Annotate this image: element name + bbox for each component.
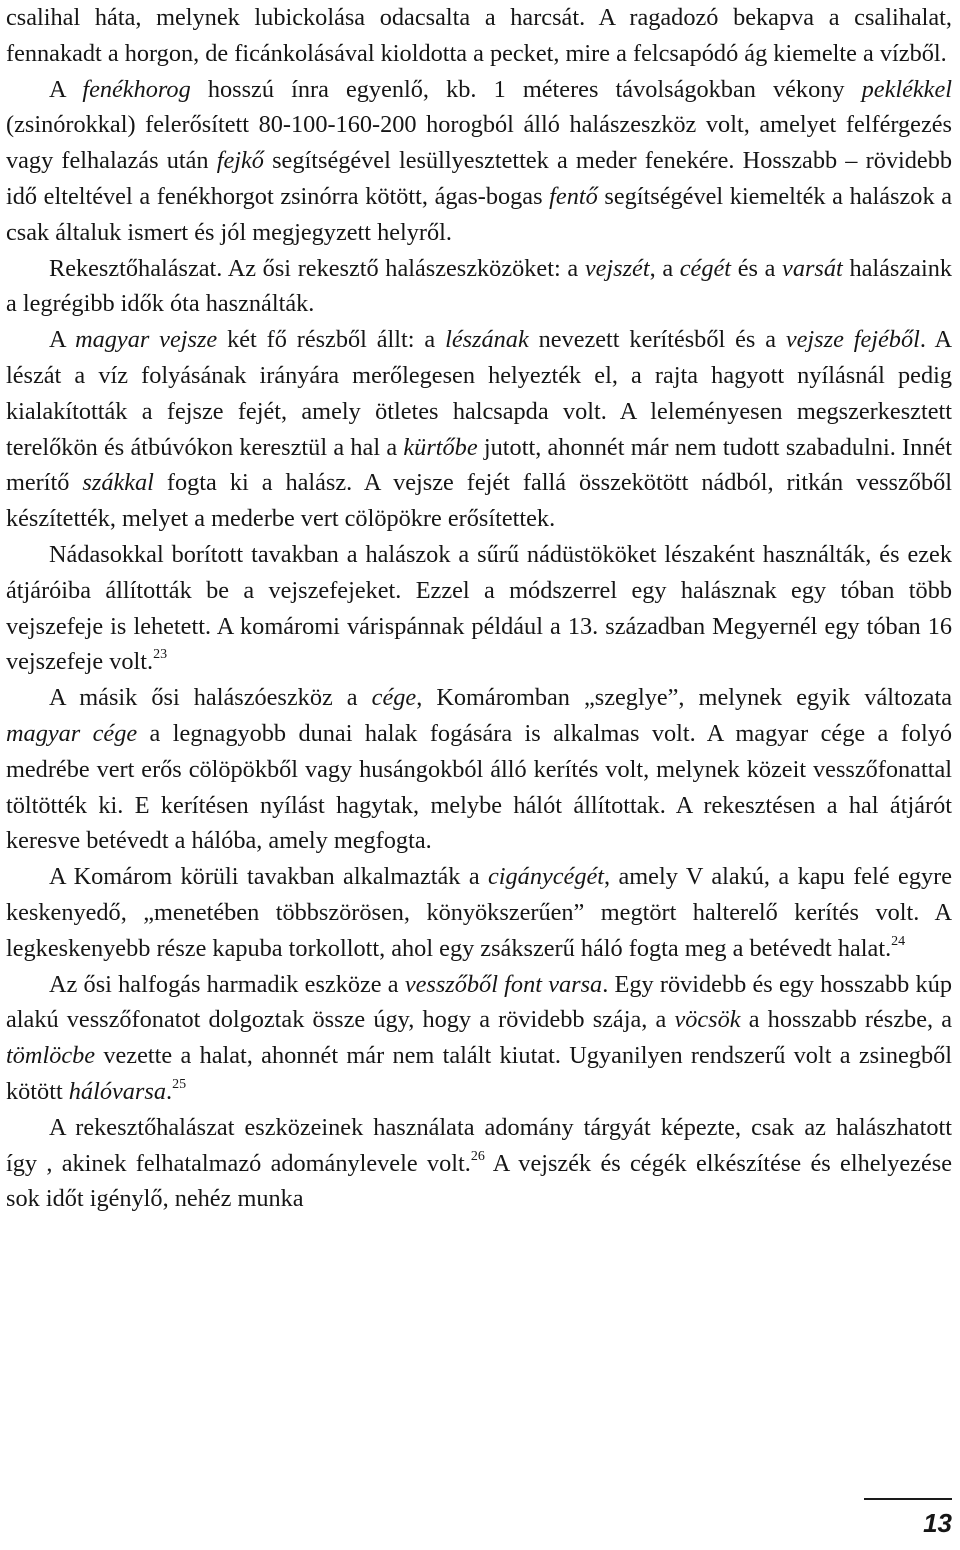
italic-term: cigánycégét <box>488 863 605 891</box>
italic-term: fentő <box>549 182 598 210</box>
italic-term: vejsze fejéből <box>785 326 920 354</box>
page-body <box>6 0 952 1217</box>
paragraph <box>6 0 952 72</box>
text-run: segítségével kiemelték a halászok a csak általuk ismert és jól megjegyzett helyről. <box>6 182 952 246</box>
text-run: jutott, ahonnét már nem tudott szabadulni. Innét merítő <box>6 433 952 497</box>
text-run: segítségével lesüllyesztettek a meder fenekére. Hosszabb – rövidebb idő elteltével a fenékhorgot zsinórra kötött, ágas-bogas <box>6 147 952 210</box>
italic-term: vesszőből font varsa <box>404 970 603 998</box>
italic-term: kürtőbe <box>403 433 478 461</box>
italic-term: varsát <box>782 254 843 282</box>
italic-term: lészának <box>445 326 529 354</box>
paragraph <box>6 1110 952 1217</box>
italic-term: tömlöcbe <box>6 1042 96 1070</box>
italic-term: magyar vejsze <box>75 326 218 354</box>
footnote-reference: 25 <box>172 1076 187 1092</box>
text-run: , Komáromban „szeglye”, melynek egyik változata <box>416 684 953 712</box>
italic-term: hálóvarsa <box>68 1077 166 1105</box>
footnote-reference: 24 <box>891 933 906 949</box>
text-run: Rekesztőhalászat. Az ősi rekesztő halászeszközöket: a <box>49 254 585 282</box>
text-run: A rekesztőhalászat eszközeinek használata adomány tárgyát képezte, csak az halászhatott így , akinek felhatalmazó adománylevele volt. <box>6 1113 952 1177</box>
text-run: . Egy rövidebb és egy hosszabb kúp alakú vesszőfonatot dolgoztak össze úgy, hogy a rövidebb szája, a <box>6 970 952 1034</box>
text-run: és a <box>731 254 783 282</box>
paragraph <box>6 251 952 323</box>
italic-term: vöcsök <box>674 1006 741 1034</box>
text-run: vezette a halat, ahonnét már nem talált kiutat. Ugyanilyen rendszerű volt a zsinegből kötött <box>6 1042 952 1105</box>
paragraph <box>6 967 952 1110</box>
paragraph <box>6 680 952 859</box>
text-run: halászaink a legrégibb idők óta használták. <box>6 254 952 318</box>
italic-term: magyar cége <box>6 719 138 747</box>
footnote-reference: 23 <box>153 647 168 663</box>
text-run: A <box>49 326 76 354</box>
footer-rule <box>864 1498 952 1500</box>
text-run: , amely V alakú, a kapu felé egyre keskenyedő, „menetében többszörösen, könyökszerűen” megtört halterelő kerítés volt. A legkeskenyebb része kapuba torkollott, ahol egy zsákszerű háló fogta meg a betévedt halat. <box>6 863 952 962</box>
text-run: . A lészát a víz folyásának irányára merőlegesen helyezték el, a rajta hagyott nyílásnál pedig kialakították a fejsze fejét, amely ötletes halcsapda volt. A leleményesen megszerkesztett terelőkön és átbúvókon keresztül a hal a <box>6 326 953 461</box>
paragraph <box>6 322 952 537</box>
text-run: nevezett kerítésből és a <box>528 326 786 354</box>
text-run: csalihal háta, melynek lubickolása odacsalta a harcsát. A ragadozó bekapva a csalihalat, fennakadt a horgon, de ficánkolásával kioldotta a pecket, mire a felcsapódó ág kiemelte a vízből. <box>6 4 952 67</box>
italic-term: peklékkel <box>861 75 952 103</box>
paragraph <box>6 72 952 251</box>
text-run: . <box>165 1077 173 1105</box>
text-run: fogta ki a halász. A vejsze fejét fallá összekötött nádból, ritkán vesszőből készítették, melyet a mederbe vert cölöpökre erősítettek. <box>6 469 952 533</box>
text-run: a hosszabb részbe, a <box>740 1006 953 1034</box>
italic-term: cégét <box>679 254 732 282</box>
page-number: 13 <box>923 1508 952 1538</box>
text-run: Nádasokkal borított tavakban a halászok a sűrű nádüstököket lészaként használták, és ezek átjáróiba állították be a vejszefejeket. Ezzel a módszerrel egy halásznak egy tóban több vejszefeje is lehetett. A komáromi várispánnak például a 13. században Megyernél egy tóban 16 vejszefeje volt. <box>6 540 952 676</box>
italic-term: cége <box>371 684 417 712</box>
text-run: hosszú ínra egyenlő, kb. 1 méteres távolságokban vékony <box>190 75 862 103</box>
italic-term: fenékhorog <box>82 75 191 103</box>
text-run: (zsinórokkal) felerősített 80-100-160-200 horogból álló halászeszköz volt, amelyet felférgezés vagy felhalazás után <box>6 111 952 175</box>
paragraph <box>6 537 952 680</box>
italic-term: vejszét <box>584 254 650 282</box>
italic-term: fejkő <box>216 147 264 175</box>
text-run: a legnagyobb dunai halak fogására is alkalmas volt. A magyar cége a folyó medrébe vert erős cölöpökből vagy husángokból álló kerítés volt, melynek közeit vesszőfonattal töltötték ki. E kerítésen nyílást hagytak, melybe hálót állítottak. A rekesztésen a hal átjárót keresve betévedt a hálóba, amely megfogta. <box>6 719 953 855</box>
text-run: Az ősi halfogás harmadik eszköze a <box>49 970 405 998</box>
text-run: A <box>49 75 83 103</box>
text-run: A vejszék és cégék elkészítése és elhelyezése sok időt igénylő, nehéz munka <box>6 1149 952 1213</box>
italic-term: szákkal <box>82 469 154 497</box>
paragraph <box>6 859 952 966</box>
text-run: , a <box>649 254 680 282</box>
text-run: A Komárom körüli tavakban alkalmazták a <box>49 863 488 891</box>
text-run: A másik ősi halászóeszköz a <box>49 684 372 712</box>
footnote-reference: 26 <box>470 1148 485 1164</box>
text-run: két fő részből állt: a <box>217 326 446 354</box>
